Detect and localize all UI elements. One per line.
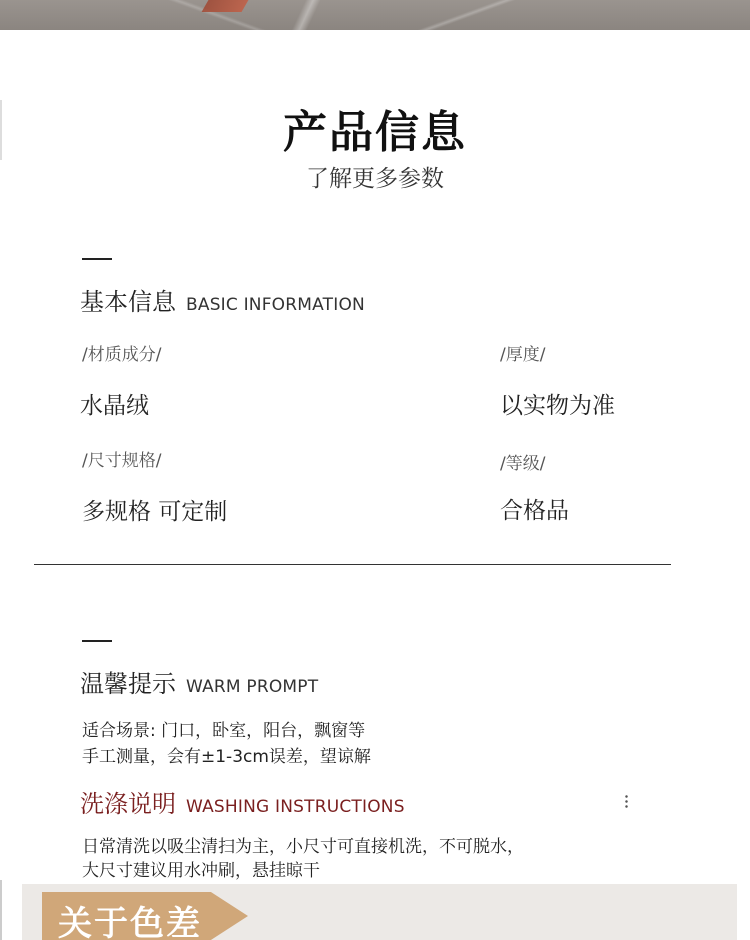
basic-info-title-cn: 基本信息 xyxy=(80,288,176,316)
color-note-label: 关于色差 xyxy=(58,904,202,940)
washing-title-en: WASHING INSTRUCTIONS xyxy=(186,797,405,817)
material-value: 水晶绒 xyxy=(80,393,149,419)
thickness-label: /厚度/ xyxy=(500,345,546,365)
grade-label: /等级/ xyxy=(500,454,546,474)
basic-info-title-en: BASIC INFORMATION xyxy=(186,295,365,315)
page-title: 产品信息 xyxy=(283,107,467,158)
washing-line: 日常清洗以吸尘清扫为主，小尺寸可直接机洗，不可脱水， xyxy=(82,837,524,857)
washing-title-cn: 洗涤说明 xyxy=(80,790,176,818)
warm-prompt-line: 适合场景: 门口，卧室，阳台，飘窗等 xyxy=(82,721,366,741)
decorative-dots xyxy=(625,794,628,810)
section-dash xyxy=(82,258,112,260)
size-value: 多规格 可定制 xyxy=(82,499,228,525)
warm-prompt-title-en: WARM PROMPT xyxy=(186,677,319,697)
warm-prompt-title-cn: 温馨提示 xyxy=(80,670,176,698)
thickness-value: 以实物为准 xyxy=(500,393,615,419)
grade-value: 合格品 xyxy=(500,498,569,524)
left-edge-line xyxy=(0,880,2,940)
banner-accent xyxy=(202,0,249,12)
warm-prompt-heading xyxy=(80,664,318,699)
section-dash xyxy=(82,640,112,642)
marble-banner-image xyxy=(0,0,750,30)
page-subtitle: 了解更多参数 xyxy=(306,166,444,192)
washing-heading xyxy=(80,784,405,819)
basic-info-heading xyxy=(80,282,365,317)
material-label: /材质成分/ xyxy=(82,345,162,365)
section-divider xyxy=(34,564,671,565)
size-label: /尺寸规格/ xyxy=(82,451,162,471)
washing-line: 大尺寸建议用水冲刷，悬挂晾干 xyxy=(82,861,320,881)
warm-prompt-line: 手工测量，会有±1-3cm误差，望谅解 xyxy=(82,747,371,767)
